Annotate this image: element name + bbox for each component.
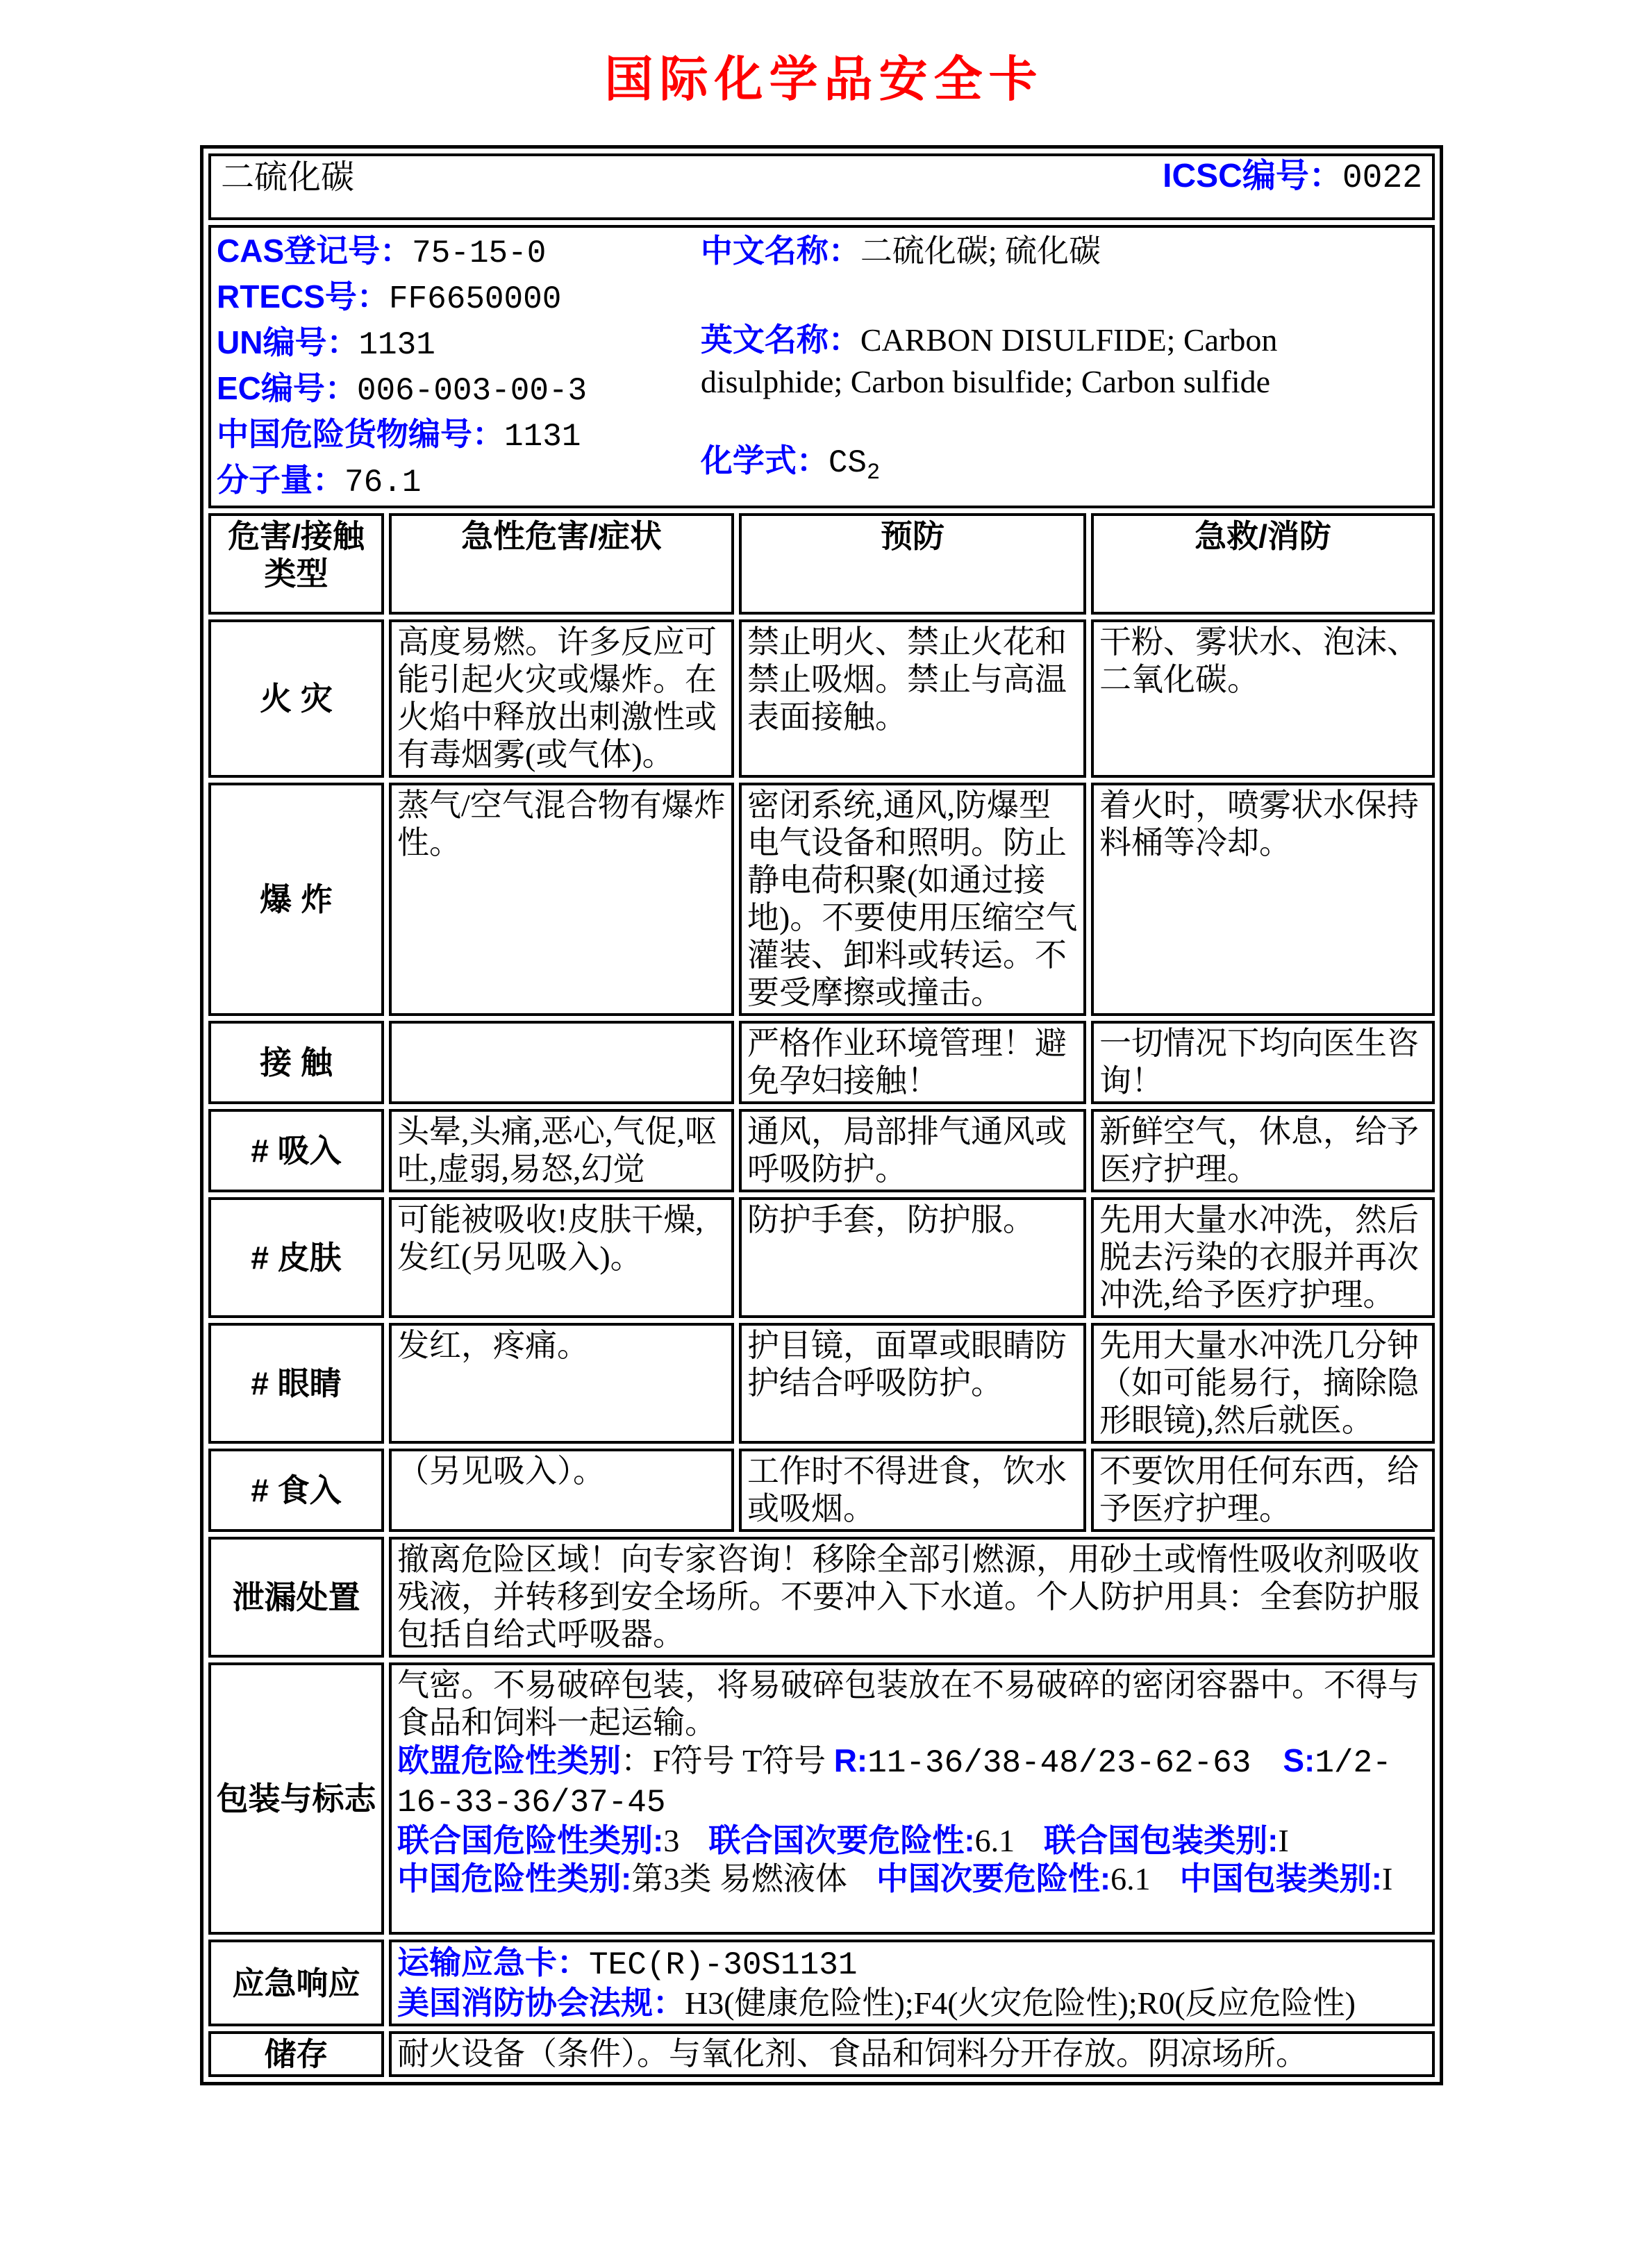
- row-label-eyes: # 眼睛: [208, 1323, 384, 1444]
- exposure-firstaid-cell: 一切情况下均向医生咨询！: [1091, 1021, 1435, 1104]
- icsc-page: [0, 40, 1648, 2268]
- explosion-prevention-cell: 密闭系统,通风,防爆型电气设备和照明。防止静电荷积聚(如通过接地)。不要使用压缩空气灌装、卸料或转运。不要受摩擦或撞击。: [739, 783, 1086, 1016]
- storage-text-cell: 耐火设备（条件）。与氧化剂、食品和饲料分开存放。阴凉场所。: [389, 2031, 1435, 2077]
- packaging-text-cell: [389, 1662, 1435, 1935]
- header-prevention: 预防: [739, 513, 1086, 615]
- row-eyes: [208, 1323, 1435, 1444]
- row-label-skin: # 皮肤: [208, 1197, 384, 1318]
- transport-card-line: 运输应急卡：TEC(R)-30S1131: [397, 1944, 858, 1983]
- card-header-cell: [208, 153, 1435, 220]
- packaging-un-line: 联合国危险性类别:3 联合国次要危险性:6.1 联合国包装类别:I: [397, 1822, 1289, 1858]
- packaging-cn-line: 中国危险性类别:第3类 易燃液体 中国次要危险性:6.1 中国包装类别:I: [397, 1860, 1393, 1896]
- card-header-row: [208, 153, 1435, 220]
- chemical-name: 二硫化碳: [221, 158, 355, 196]
- ingestion-prevention-cell: 工作时不得进食，饮水或吸烟。: [739, 1449, 1086, 1532]
- row-spillage: [208, 1537, 1435, 1658]
- row-label-ingestion: # 食入: [208, 1449, 384, 1532]
- row-packaging: [208, 1662, 1435, 1935]
- nfpa-line: 美国消防协会法规：H3(健康危险性);F4(火灾危险性);R0(反应危险性): [397, 1985, 1356, 2021]
- row-label-spillage: 泄漏处置: [208, 1537, 384, 1658]
- packaging-general-text: 气密。不易破碎包装，将易破碎包装放在不易破碎的密闭容器中。不得与食品和饲料一起运输。: [397, 1667, 1420, 1740]
- skin-prevention-cell: 防护手套，防护服。: [739, 1197, 1086, 1318]
- fire-firstaid-cell: 干粉、雾状水、泡沫、二氧化碳。: [1091, 619, 1435, 778]
- english-name-line: 英文名称：CARBON DISULFIDE; Carbon disulphide; Carbon bisulfide; Carbon sulfide: [700, 322, 1278, 399]
- rtecs-number-line: RTECS号：FF6650000: [217, 278, 562, 317]
- identifiers-cell: [208, 225, 1435, 508]
- icsc-number-group: [1163, 158, 1422, 197]
- table-header-row: [208, 513, 1435, 615]
- cas-number-line: CAS登记号：75-15-0: [217, 233, 547, 272]
- identifiers-row: [208, 225, 1435, 508]
- ingestion-firstaid-cell: 不要饮用任何东西，给予医疗护理。: [1091, 1449, 1435, 1532]
- row-label-exposure: 接 触: [208, 1021, 384, 1104]
- registry-numbers-block: [217, 229, 701, 504]
- formula-line: 化学式：$CS_2$: [700, 442, 881, 486]
- ingestion-hazards-cell: （另见吸入）。: [389, 1449, 734, 1532]
- ec-number-line: EC编号：006-003-00-3: [217, 370, 588, 409]
- packaging-eu-line: 欧盟危险性类别：F符号 T符号 R:11-36/38-48/23-62-63 S:1/2-16-33-36/37-45: [397, 1742, 1392, 1821]
- header-acute-hazards: 急性危害/症状: [389, 513, 734, 615]
- row-label-packaging: 包装与标志: [208, 1662, 384, 1935]
- row-inhalation: [208, 1109, 1435, 1192]
- eyes-firstaid-cell: 先用大量水冲洗几分钟（如可能易行，摘除隐形眼镜),然后就医。: [1091, 1323, 1435, 1444]
- exposure-prevention-cell: 严格作业环境管理！避免孕妇接触！: [739, 1021, 1086, 1104]
- row-fire: [208, 619, 1435, 778]
- row-label-emergency: 应急响应: [208, 1940, 384, 2026]
- row-explosion: [208, 783, 1435, 1016]
- emergency-text-cell: [389, 1940, 1435, 2026]
- header-firstaid-firefighting: 急救/消防: [1091, 513, 1435, 615]
- row-skin: [208, 1197, 1435, 1318]
- page-title: 国际化学品安全卡: [604, 53, 1044, 107]
- inhalation-firstaid-cell: 新鲜空气，休息，给予医疗护理。: [1091, 1109, 1435, 1192]
- molecular-weight-line: 分子量：76.1: [217, 462, 422, 501]
- icsc-card-table: [200, 145, 1443, 2085]
- exposure-hazards-cell: [389, 1021, 734, 1104]
- formula-subscript: 2: [867, 460, 881, 486]
- row-exposure: [208, 1021, 1435, 1104]
- icsc-number-value: 0022: [1342, 160, 1423, 197]
- row-emergency: [208, 1940, 1435, 2026]
- eyes-prevention-cell: 护目镜，面罩或眼睛防护结合呼吸防护。: [739, 1323, 1086, 1444]
- row-label-storage: 储存: [208, 2031, 384, 2077]
- skin-hazards-cell: 可能被吸收!皮肤干燥,发红(另见吸入)。: [389, 1197, 734, 1318]
- explosion-hazards-cell: 蒸气/空气混合物有爆炸性。: [389, 783, 734, 1016]
- un-number-line: UN编号：1131: [217, 324, 435, 363]
- eyes-hazards-cell: 发红，疼痛。: [389, 1323, 734, 1444]
- spillage-text-cell: 撤离危险区域！向专家咨询！移除全部引燃源，用砂土或惰性吸收剂吸收残液，并转移到安全场所。不要冲入下水道。个人防护用具：全套防护服包括自给式呼吸器。: [389, 1537, 1435, 1658]
- china-dg-number-line: 中国危险货物编号：1131: [217, 416, 581, 455]
- names-block: [701, 229, 1426, 504]
- row-ingestion: [208, 1449, 1435, 1532]
- formula-value: $CS_2$: [828, 445, 881, 486]
- skin-firstaid-cell: 先用大量水冲洗，然后脱去污染的衣服并再次冲洗,给予医疗护理。: [1091, 1197, 1435, 1318]
- icsc-number-label: ICSC编号：: [1163, 158, 1342, 194]
- row-label-explosion: 爆 炸: [208, 783, 384, 1016]
- fire-prevention-cell: 禁止明火、禁止火花和禁止吸烟。禁止与高温表面接触。: [739, 619, 1086, 778]
- row-storage: [208, 2031, 1435, 2077]
- row-label-inhalation: # 吸入: [208, 1109, 384, 1192]
- row-label-fire: 火 灾: [208, 619, 384, 778]
- fire-hazards-cell: 高度易燃。许多反应可能引起火灾或爆炸。在火焰中释放出刺激性或有毒烟雾(或气体)。: [389, 619, 734, 778]
- chinese-name-line: 中文名称：二硫化碳; 硫化碳: [700, 233, 1101, 269]
- inhalation-hazards-cell: 头晕,头痛,恶心,气促,呕吐,虚弱,易怒,幻觉: [389, 1109, 734, 1192]
- header-hazard-type: 危害/接触类型: [208, 513, 384, 615]
- inhalation-prevention-cell: 通风，局部排气通风或呼吸防护。: [739, 1109, 1086, 1192]
- explosion-firstaid-cell: 着火时，喷雾状水保持料桶等冷却。: [1091, 783, 1435, 1016]
